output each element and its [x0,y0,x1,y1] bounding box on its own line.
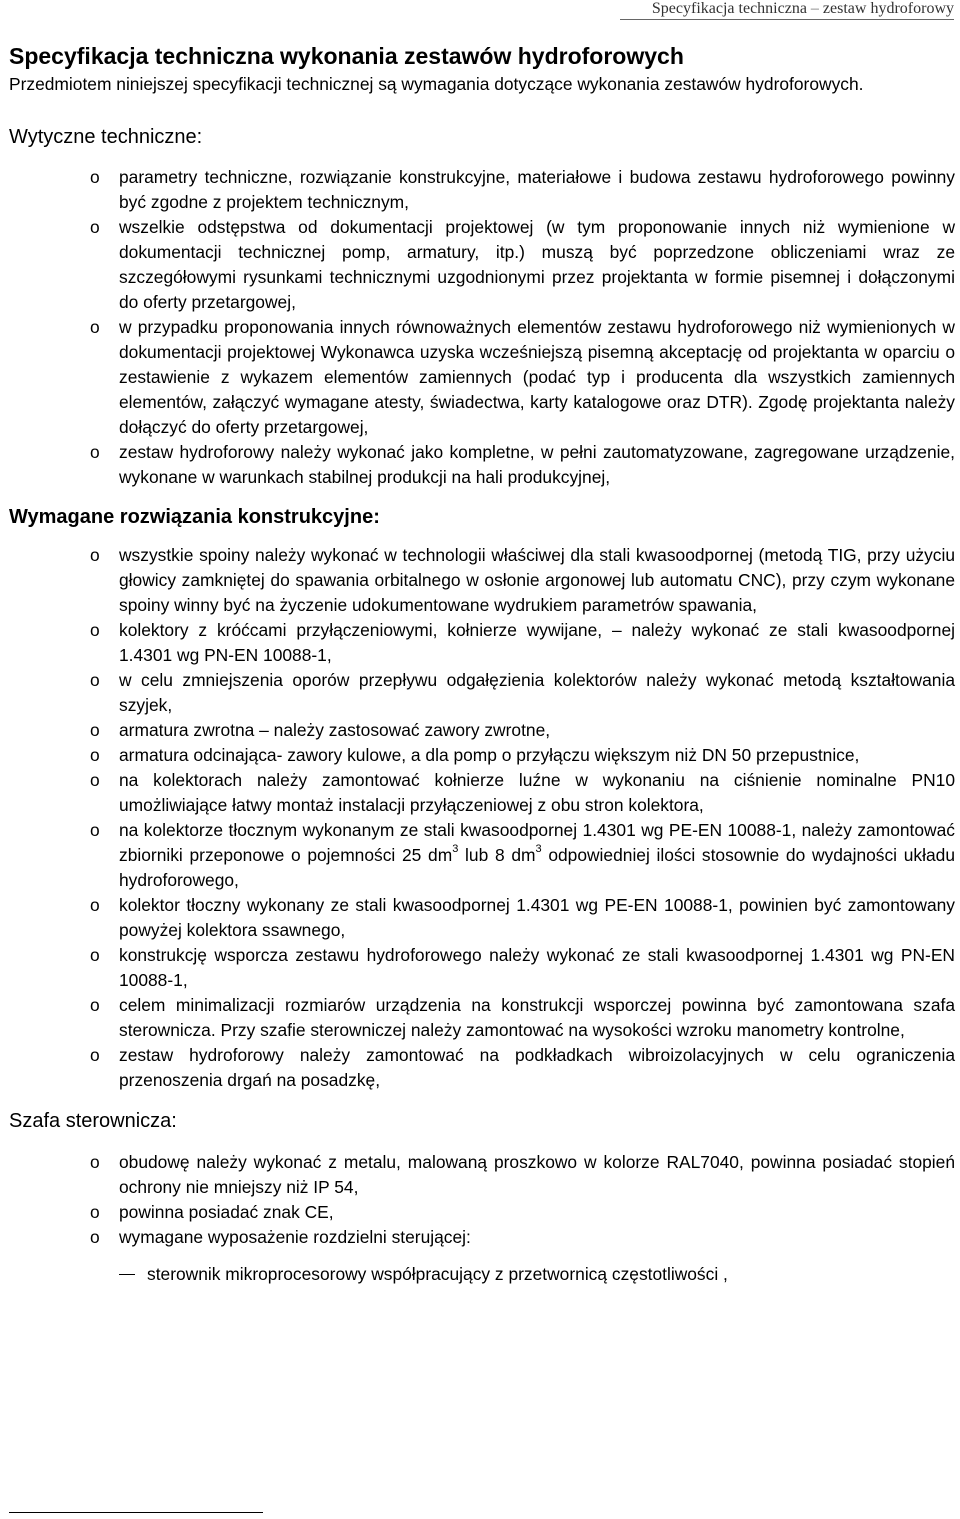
list-item [9,1225,955,1250]
list-szafa [9,1150,955,1250]
list-wymagane [9,543,955,1093]
list-item [9,718,955,743]
list-item [9,743,955,768]
list-item [9,668,955,718]
list-item [9,1200,955,1225]
superscript: 3 [452,843,459,856]
running-header-right: zestaw hydroforowy [822,0,954,17]
superscript: 3 [535,843,542,856]
list-item [9,768,955,818]
bullet: o [90,945,100,965]
list-item-text: obudowę należy wykonać z metalu, malowaną proszkowo w kolorze RAL7040, powinna posiadać stopień ochrony nie mniejszy niż IP 54, [119,1152,955,1197]
bullet: o [90,217,100,237]
document-content [9,40,955,1287]
sub-list-item-text: sterownik mikroprocesorowy współpracujący z przetwornicą częstotliwości , [147,1264,728,1284]
list-item-text: w przypadku proponowania innych równoważnych elementów zestawu hydroforowego niż wymienionych w dokumentacji projektowej Wykonawca uzyska wcześniejszą pisemną akceptację od projektanta w oparciu o zestawienie z wykazem elementów zamiennych (podać typ i producenta dla wszystkich zamiennych elementów, załączyć wymagane atesty, świadectwa, karty katalogowe oraz DTR). Zgodę projektanta należy dołączyć do oferty przetargowej, [119,317,955,437]
bullet: o [90,1045,100,1065]
bullet: o [90,895,100,915]
footnote-rule [9,1512,263,1513]
bullet: o [90,770,100,790]
list-item-text: kolektor tłoczny wykonany ze stali kwasoodpornej 1.4301 wg PE-EN 10088-1, powinien być zamontowany powyżej kolektora ssawnego, [119,895,955,940]
list-item [9,165,955,215]
running-header [652,0,954,18]
bullet: o [90,745,100,765]
sub-list-wyposazenie [9,1262,955,1287]
list-item [9,818,955,893]
list-item [9,618,955,668]
section-heading-wymagane: Wymagane rozwiązania konstrukcyjne: [9,506,380,528]
bullet: o [90,670,100,690]
bullet: o [90,317,100,337]
list-item-text: wymagane wyposażenie rozdzielni sterującej: [119,1227,471,1247]
list-item [9,993,955,1043]
list-item [9,215,955,315]
list-item [9,893,955,943]
section-heading-wytyczne: Wytyczne techniczne: [9,126,203,148]
dash-marker [119,1274,135,1275]
list-item-text: armatura zwrotna – należy zastosować zawory zwrotne, [119,720,551,740]
list-item [9,1150,955,1200]
bullet: o [90,1227,100,1247]
list-item [9,315,955,440]
list-wytyczne [9,165,955,490]
running-header-left: Specyfikacja techniczna [651,0,807,17]
list-item-text: zestaw hydroforowy należy zamontować na podkładkach wibroizolacyjnych w celu ograniczenia przenoszenia drgań na posadzkę, [119,1045,955,1090]
sub-list-item [9,1262,955,1287]
bullet: o [90,820,100,840]
bullet: o [90,1202,100,1222]
running-header-separator: – [810,0,823,17]
list-item-text: armatura odcinająca- zawory kulowe, a dla pomp o przyłączu większym niż DN 50 przepustnice, [119,745,860,765]
list-item [9,543,955,618]
list-item-text: wszystkie spoiny należy wykonać w technologii właściwej dla stali kwasoodpornej (metodą TIG, przy użyciu głowicy zamkniętej do spawania orbitalnego w osłonie argonowej lub automatu CNC), przy czym wykonane spoiny winny być na życzenie udokumentowane wydrukiem parametrów spawania, [119,545,955,615]
bullet: o [90,167,100,187]
list-item-text-after: odpowiedniej ilości stosownie do wydajności układu hydroforowego, [119,845,955,890]
list-item-text: celem minimalizacji rozmiarów urządzenia na konstrukcji wsporczej powinna być zamontowana szafa sterownicza. Przy szafie sterowniczej należy zamontować na wysokości wzroku manometry kontrolne, [119,995,955,1040]
bullet: o [90,1152,100,1172]
list-item-text: zestaw hydroforowy należy wykonać jako kompletne, w pełni zautomatyzowane, zagregowane urządzenie, wykonane w warunkach stabilnej produkcji na hali produkcyjnej, [119,442,955,487]
header-rule [620,19,954,20]
list-item [9,1043,955,1093]
section-heading-szafa: Szafa sterownicza: [9,1110,177,1132]
list-item [9,440,955,490]
bullet: o [90,720,100,740]
list-item-text-middle: lub 8 dm [458,845,536,865]
list-item-text: wszelkie odstępstwa od dokumentacji projektowej (w tym proponowanie innych niż wymienione w dokumentacji technicznej pomp, armatury, itp.) muszą być poprzedzone obliczeniami wraz ze szczegółowymi rysunkami technicznymi uzgodnionymi przez projektanta w formie pisemnej i dołączonymi do oferty przetargowej, [119,217,955,312]
document-title: Specyfikacja techniczna wykonania zestawów hydroforowych [9,43,684,69]
list-item-text-before: na kolektorze tłocznym wykonanym ze stali kwasoodpornej 1.4301 wg PE-EN 10088-1, należy zamontować zbiorniki przeponowe o pojemności 25 dm [119,820,955,865]
intro-paragraph: Przedmiotem niniejszej specyfikacji technicznej są wymagania dotyczące wykonania zestawów hydroforowych. [9,74,864,94]
bullet: o [90,442,100,462]
list-item [9,943,955,993]
bullet: o [90,545,100,565]
bullet: o [90,620,100,640]
list-item-text: w celu zmniejszenia oporów przepływu odgałęzienia kolektorów należy wykonać metodą kształtowania szyjek, [119,670,955,715]
list-item-text: kolektory z króćcami przyłączeniowymi, kołnierze wywijane, – należy wykonać ze stali kwasoodpornej 1.4301 wg PN-EN 10088-1, [119,620,955,665]
list-item-text: na kolektorach należy zamontować kołnierze luźne w wykonaniu na ciśnienie nominalne PN10 umożliwiające łatwy montaż instalacji przyłączeniowej z obu stron kolektora, [119,770,955,815]
bullet: o [90,995,100,1015]
list-item-text: powinna posiadać znak CE, [119,1202,334,1222]
list-item-text: parametry techniczne, rozwiązanie konstrukcyjne, materiałowe i budowa zestawu hydroforowego powinny być zgodne z projektem technicznym, [119,167,955,212]
list-item-text: konstrukcję wsporcza zestawu hydroforowego należy wykonać ze stali kwasoodpornej 1.4301 wg PN-EN 10088-1, [119,945,955,990]
